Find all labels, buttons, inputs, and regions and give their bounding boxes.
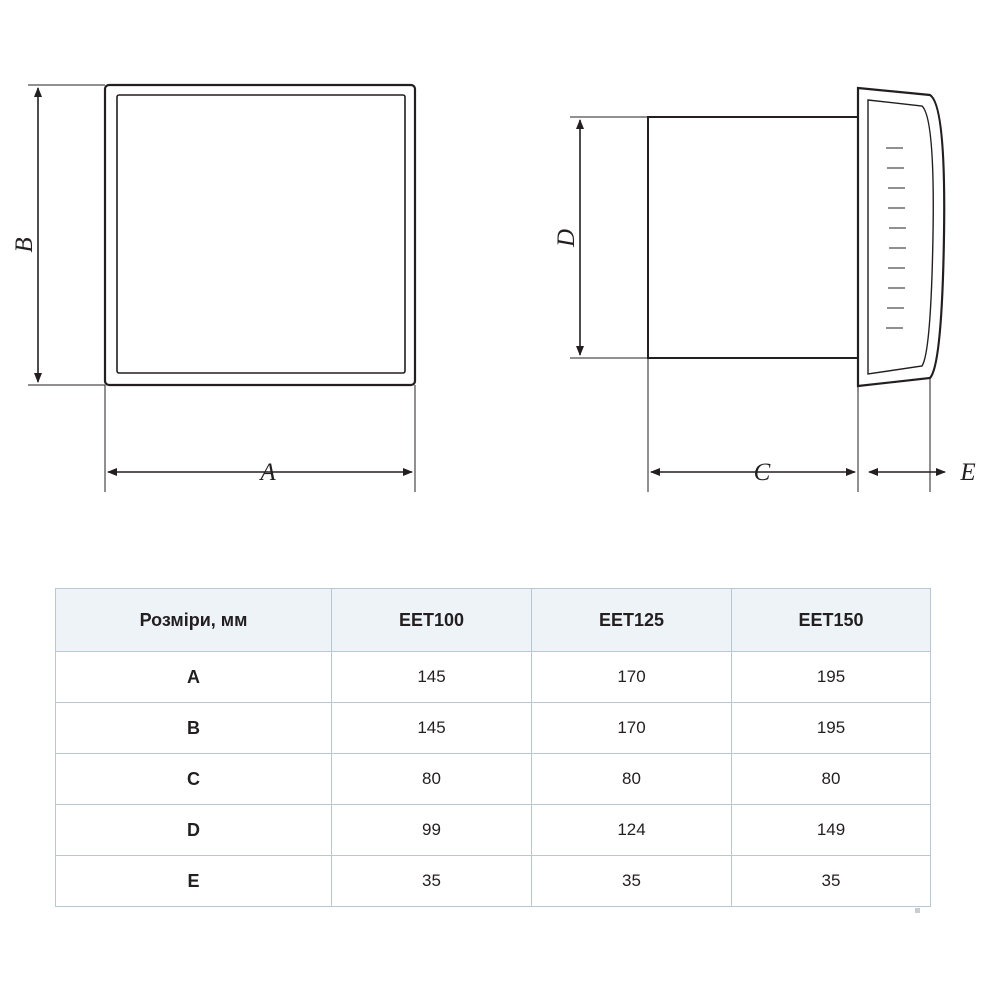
row-label-e: E: [56, 856, 332, 907]
cell-c-eet100: 80: [332, 754, 532, 805]
row-label-d: D: [56, 805, 332, 856]
table-row: [56, 652, 931, 703]
dimension-label-b: B: [11, 237, 38, 253]
front-view-shape: [105, 85, 415, 385]
cell-a-eet150: 195: [732, 652, 931, 703]
table-header-eet100: EET100: [332, 589, 532, 652]
cell-c-eet150: 80: [732, 754, 931, 805]
cell-a-eet100: 145: [332, 652, 532, 703]
table-row: [56, 805, 931, 856]
row-label-a: A: [56, 652, 332, 703]
cell-a-eet125: 170: [532, 652, 732, 703]
table-row: [56, 856, 931, 907]
cell-e-eet100: 35: [332, 856, 532, 907]
cell-d-eet125: 124: [532, 805, 732, 856]
table-header-eet125: EET125: [532, 589, 732, 652]
dimensions-table-wrapper: [55, 588, 930, 907]
table-header-eet150: EET150: [732, 589, 931, 652]
cell-d-eet100: 99: [332, 805, 532, 856]
table-header-dimensions: Розміри, мм: [56, 589, 332, 652]
cell-c-eet125: 80: [532, 754, 732, 805]
dimension-label-e: E: [960, 459, 976, 486]
corner-mark-bottom-right: [915, 908, 920, 913]
table-header-row: [56, 589, 931, 652]
cell-e-eet150: 35: [732, 856, 931, 907]
table-row: [56, 754, 931, 805]
table-row: [56, 703, 931, 754]
row-label-c: C: [56, 754, 332, 805]
dimension-label-c: C: [753, 459, 771, 486]
dimensions-table: [55, 588, 931, 907]
cell-b-eet100: 145: [332, 703, 532, 754]
side-view-shape: [648, 88, 944, 386]
cell-d-eet150: 149: [732, 805, 931, 856]
row-label-b: B: [56, 703, 332, 754]
dimension-label-a: A: [260, 459, 276, 486]
cell-b-eet150: 195: [732, 703, 931, 754]
cell-e-eet125: 35: [532, 856, 732, 907]
dimension-label-d: D: [553, 228, 580, 248]
cell-b-eet125: 170: [532, 703, 732, 754]
